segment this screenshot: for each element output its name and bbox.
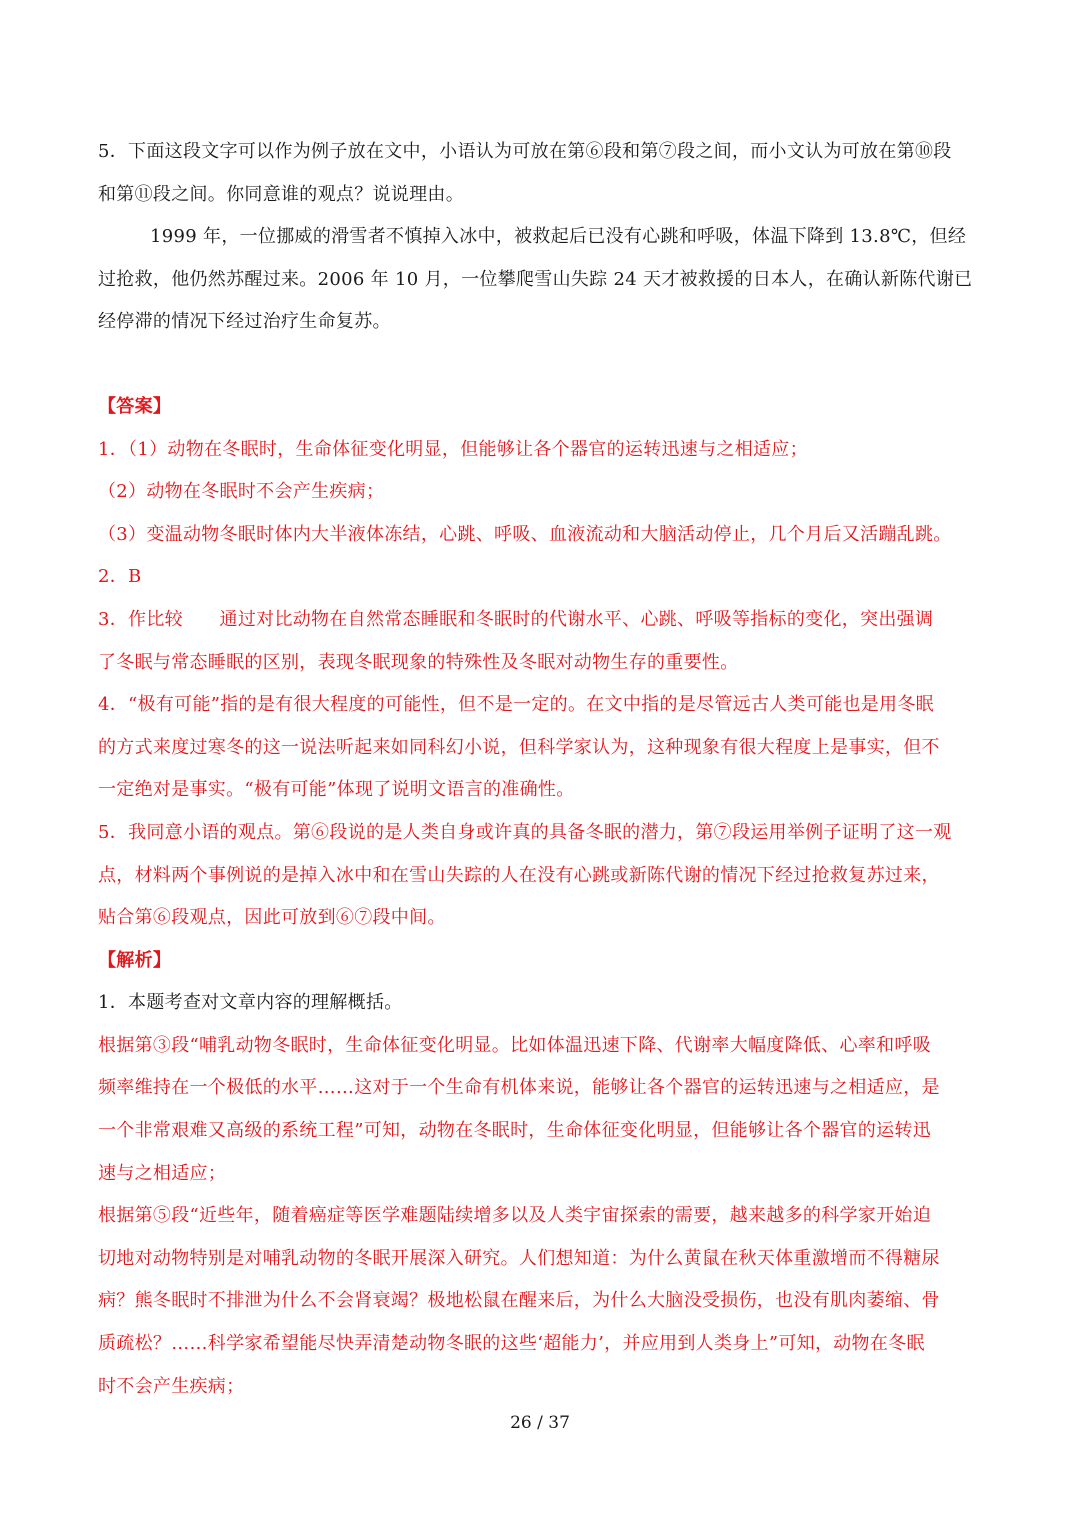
answer-line: （2）动物在冬眠时不会产生疾病； xyxy=(98,481,385,503)
answer-line: 贴合第⑥段观点，因此可放到⑥⑦段中间。 xyxy=(98,907,446,929)
answer-line: 的方式来度过寒冬的这一说法听起来如同科幻小说，但科学家认为，这种现象有很大程度上是事实，但不 xyxy=(98,736,940,758)
answer-line: （3）变温动物冬眠时体内大半液体冻结，心跳、呼吸、血液流动和大脑活动停止，几个月后又活蹦乱跳。 xyxy=(98,523,952,545)
passage-line-2: 过抢救，他仍然苏醒过来。2006 年 10 月，一位攀爬雪山失踪 24 天才被救援的日本人，在确认新陈代谢已 xyxy=(98,268,973,290)
page-content xyxy=(98,131,983,1408)
answer-line: 点，材料两个事例说的是掉入冰中和在雪山失踪的人在没有心跳或新陈代谢的情况下经过抢救复苏过来， xyxy=(98,864,940,886)
passage-line-3: 经停滞的情况下经过治疗生命复苏。 xyxy=(98,311,391,333)
answer-line: 3．作比较 通过对比动物在自然常态睡眠和冬眠时的代谢水平、心跳、呼吸等指标的变化，突出强调 xyxy=(98,608,934,630)
answer-line: 4．“极有可能”指的是有很大程度的可能性，但不是一定的。在文中指的是尽管远古人类可能也是用冬眠 xyxy=(98,694,934,716)
answer-line: 1．（1）动物在冬眠时，生命体征变化明显，但能够让各个器官的运转迅速与之相适应； xyxy=(98,438,808,460)
page-number: 26 / 37 xyxy=(510,1413,570,1433)
answer-line: 一定绝对是事实。“极有可能”体现了说明文语言的准确性。 xyxy=(98,779,575,801)
analysis-line: 一个非常艰难又高级的系统工程”可知，动物在冬眠时，生命体征变化明显，但能够让各个器官的运转迅 xyxy=(98,1120,931,1142)
analysis-intro: 1．本题考查对文章内容的理解概括。 xyxy=(98,992,403,1014)
answer-line: 了冬眠与常态睡眠的区别，表现冬眠现象的特殊性及冬眠对动物生存的重要性。 xyxy=(98,651,739,673)
analysis-line: 根据第③段“哺乳动物冬眠时，生命体征变化明显。比如体温迅速下降、代谢率大幅度降低、心率和呼吸 xyxy=(98,1034,931,1056)
answer-line: 2．B xyxy=(98,566,142,588)
question-5-line-1: 5．下面这段文字可以作为例子放在文中，小语认为可放在第⑥段和第⑦段之间，而小文认为可放在第⑩段 xyxy=(98,141,952,162)
passage-line-1: 1999 年，一位挪威的滑雪者不慎掉入冰中，被救起后已没有心跳和呼吸，体温下降到 13.8℃，但经 xyxy=(150,226,967,248)
answer-heading: 【答案】 xyxy=(98,395,172,417)
analysis-line: 切地对动物特别是对哺乳动物的冬眠开展深入研究。人们想知道：为什么黄鼠在秋天体重激增而不得糖尿 xyxy=(98,1247,940,1269)
question-5-line-2: 和第⑪段之间。你同意谁的观点？说说理由。 xyxy=(98,183,464,205)
analysis-line: 质疏松？……科学家希望能尽快弄清楚动物冬眠的这些‘超能力’，并应用到人类身上”可知，动物在冬眠 xyxy=(98,1333,925,1355)
analysis-line: 频率维持在一个极低的水平……这对于一个生命有机体来说，能够让各个器官的运转迅速与之相适应，是 xyxy=(98,1077,940,1099)
analysis-line: 病？熊冬眠时不排泄为什么不会肾衰竭？极地松鼠在醒来后，为什么大脑没受损伤，也没有肌肉萎缩、骨 xyxy=(98,1290,940,1312)
analysis-heading: 【解析】 xyxy=(98,949,172,971)
section-gap xyxy=(98,344,983,386)
analysis-line: 时不会产生疾病； xyxy=(98,1375,245,1397)
analysis-line: 根据第⑤段“近些年，随着癌症等医学难题陆续增多以及人类宇宙探索的需要，越来越多的科学家开始迫 xyxy=(98,1205,931,1227)
answer-line: 5．我同意小语的观点。第⑥段说的是人类自身或许真的具备冬眠的潜力，第⑦段运用举例子证明了这一观 xyxy=(98,821,952,843)
analysis-line: 速与之相适应； xyxy=(98,1162,227,1184)
